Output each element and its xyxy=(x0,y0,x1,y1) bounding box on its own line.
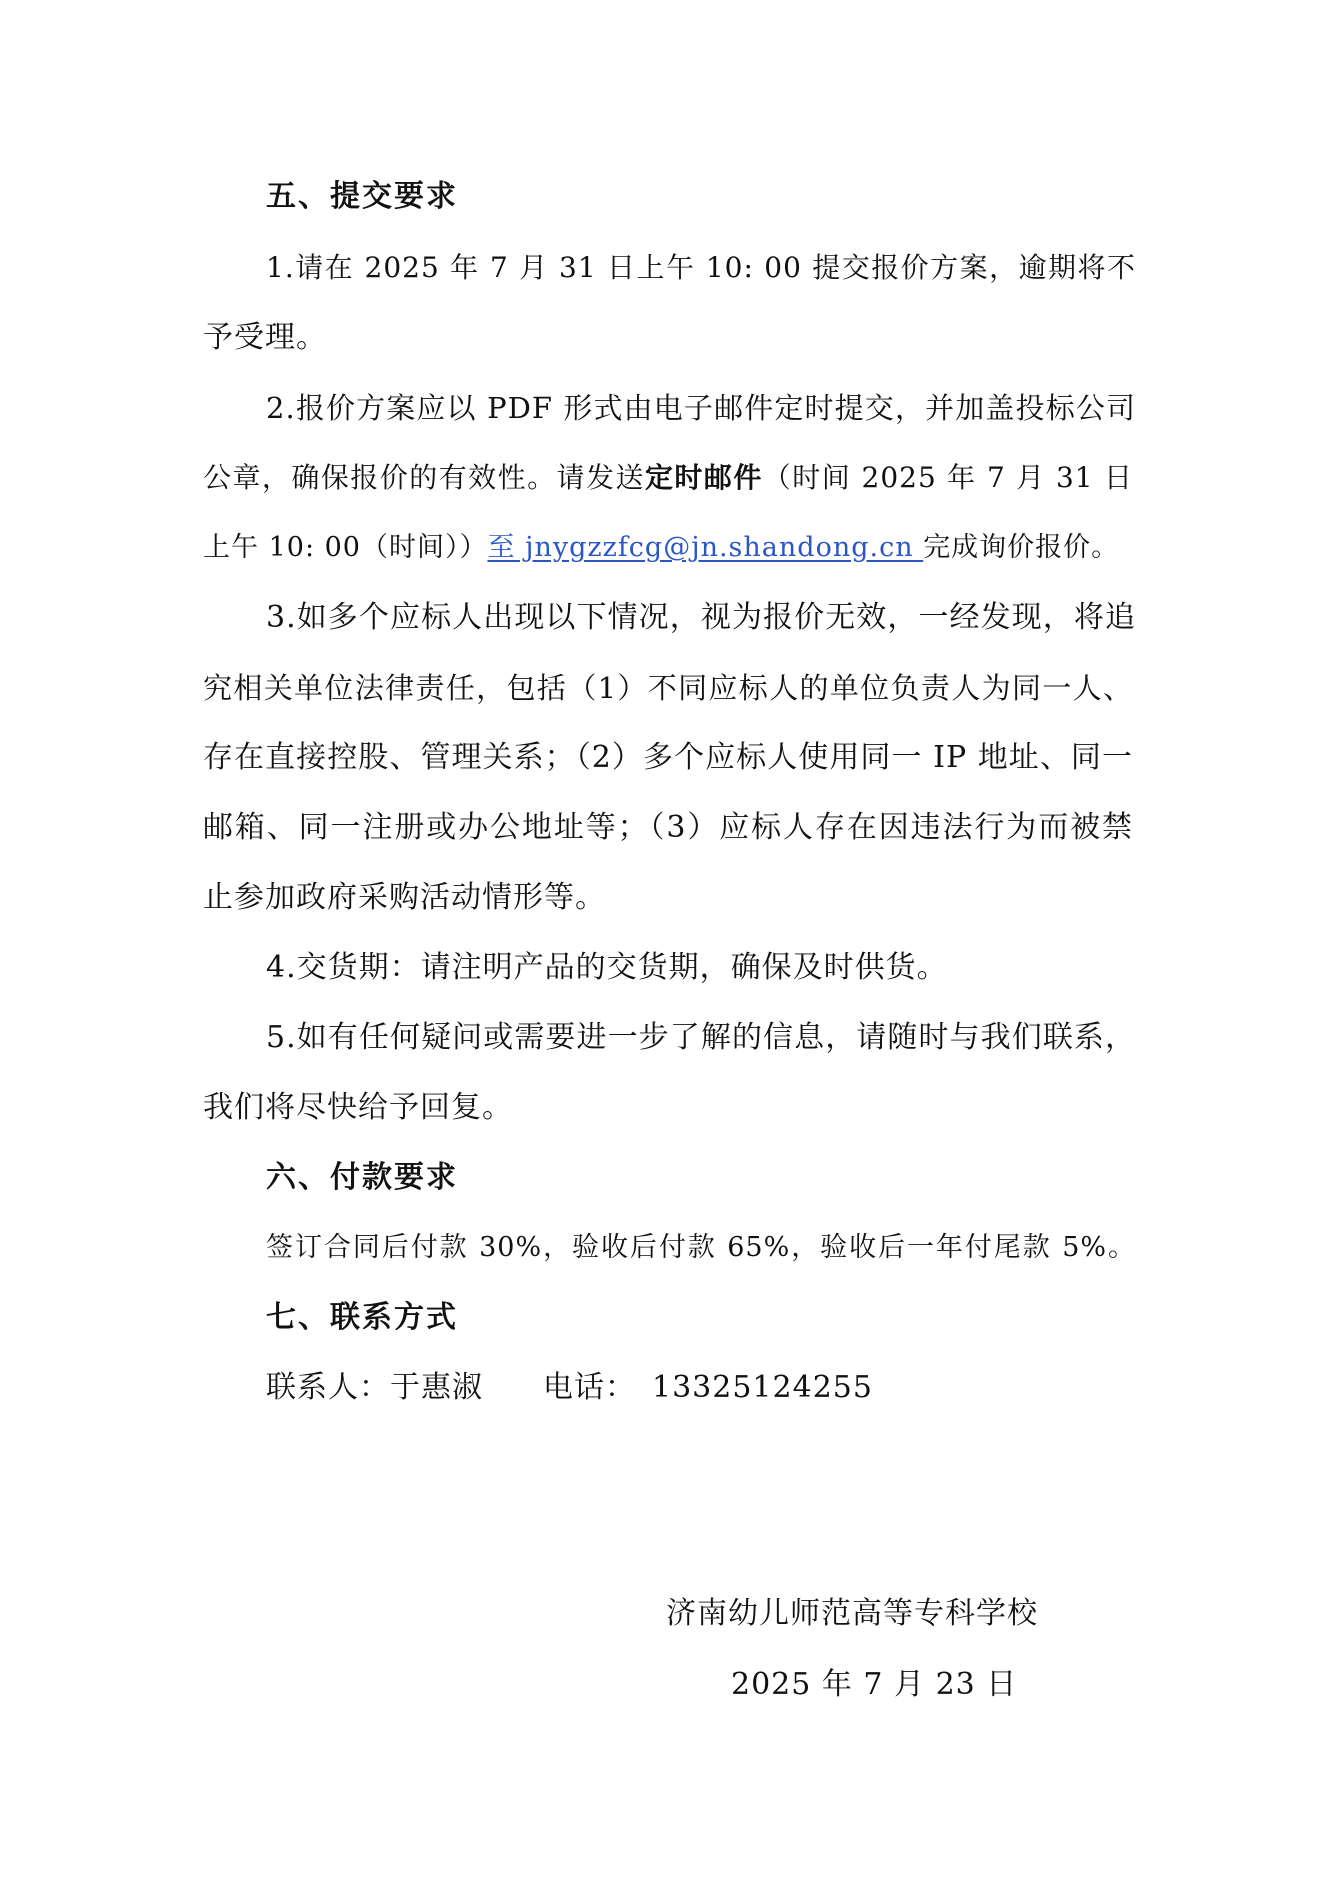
section-5-heading: 五、提交要求 xyxy=(266,179,458,214)
item-3-line-2: 究相关单位法律责任，包括（1）不同应标人的单位负责人为同一人、 xyxy=(203,671,1133,705)
email-link[interactable]: 至 jnygzzfcg@jn.shandong.cn xyxy=(487,532,924,563)
item-2-line-2 xyxy=(203,458,1133,498)
section-7-heading: 七、联系方式 xyxy=(266,1300,458,1335)
phone-number: 13325124255 xyxy=(652,1370,873,1405)
item-2-line-2-time: （时间 2025 年 7 月 31 日 xyxy=(762,461,1133,494)
item-3-line-4: 邮箱、同一注册或办公地址等；（3）应标人存在因违法行为而被禁 xyxy=(203,810,1133,845)
section-6-heading: 六、付款要求 xyxy=(266,1160,458,1195)
item-2-line-3-text: 上午 10: 00（时间）） xyxy=(203,532,488,563)
item-5-line-1: 5.如有任何疑问或需要进一步了解的信息，请随时与我们联系， xyxy=(266,1020,1136,1055)
item-4: 4.交货期：请注明产品的交货期，确保及时供货。 xyxy=(266,950,948,985)
item-5-line-2: 我们将尽快给予回复。 xyxy=(203,1090,513,1125)
payment-terms: 签订合同后付款 30%，验收后付款 65%，验收后一年付尾款 5%。 xyxy=(266,1232,1136,1263)
item-2-line-2-text: 公章，确保报价的有效性。请发送 xyxy=(203,461,645,494)
contact-line xyxy=(266,1368,1136,1408)
phone-label: 电话： xyxy=(543,1370,636,1405)
item-3-line-3: 存在直接控股、管理关系；（2）多个应标人使用同一 IP 地址、同一 xyxy=(203,740,1133,775)
item-2-line-3 xyxy=(203,528,1133,568)
scheduled-email-emphasis: 定时邮件 xyxy=(644,461,763,494)
item-2-line-1: 2.报价方案应以 PDF 形式由电子邮件定时提交，并加盖投标公司 xyxy=(266,391,1136,425)
item-3-line-1: 3.如多个应标人出现以下情况，视为报价无效，一经发现，将追 xyxy=(266,600,1136,635)
signature-organization: 济南幼儿师范高等专科学校 xyxy=(666,1596,1038,1631)
item-2-line-3-end: 完成询价报价。 xyxy=(923,532,1120,563)
item-1-line-2: 予受理。 xyxy=(203,320,327,355)
signature-date: 2025 年 7 月 23 日 xyxy=(731,1667,1018,1702)
contact-person: 联系人：于惠淑 xyxy=(266,1370,483,1405)
item-3-line-5: 止参加政府采购活动情形等。 xyxy=(203,880,606,915)
item-1-line-1: 1.请在 2025 年 7 月 31 日上午 10: 00 提交报价方案，逾期将不 xyxy=(266,251,1136,284)
